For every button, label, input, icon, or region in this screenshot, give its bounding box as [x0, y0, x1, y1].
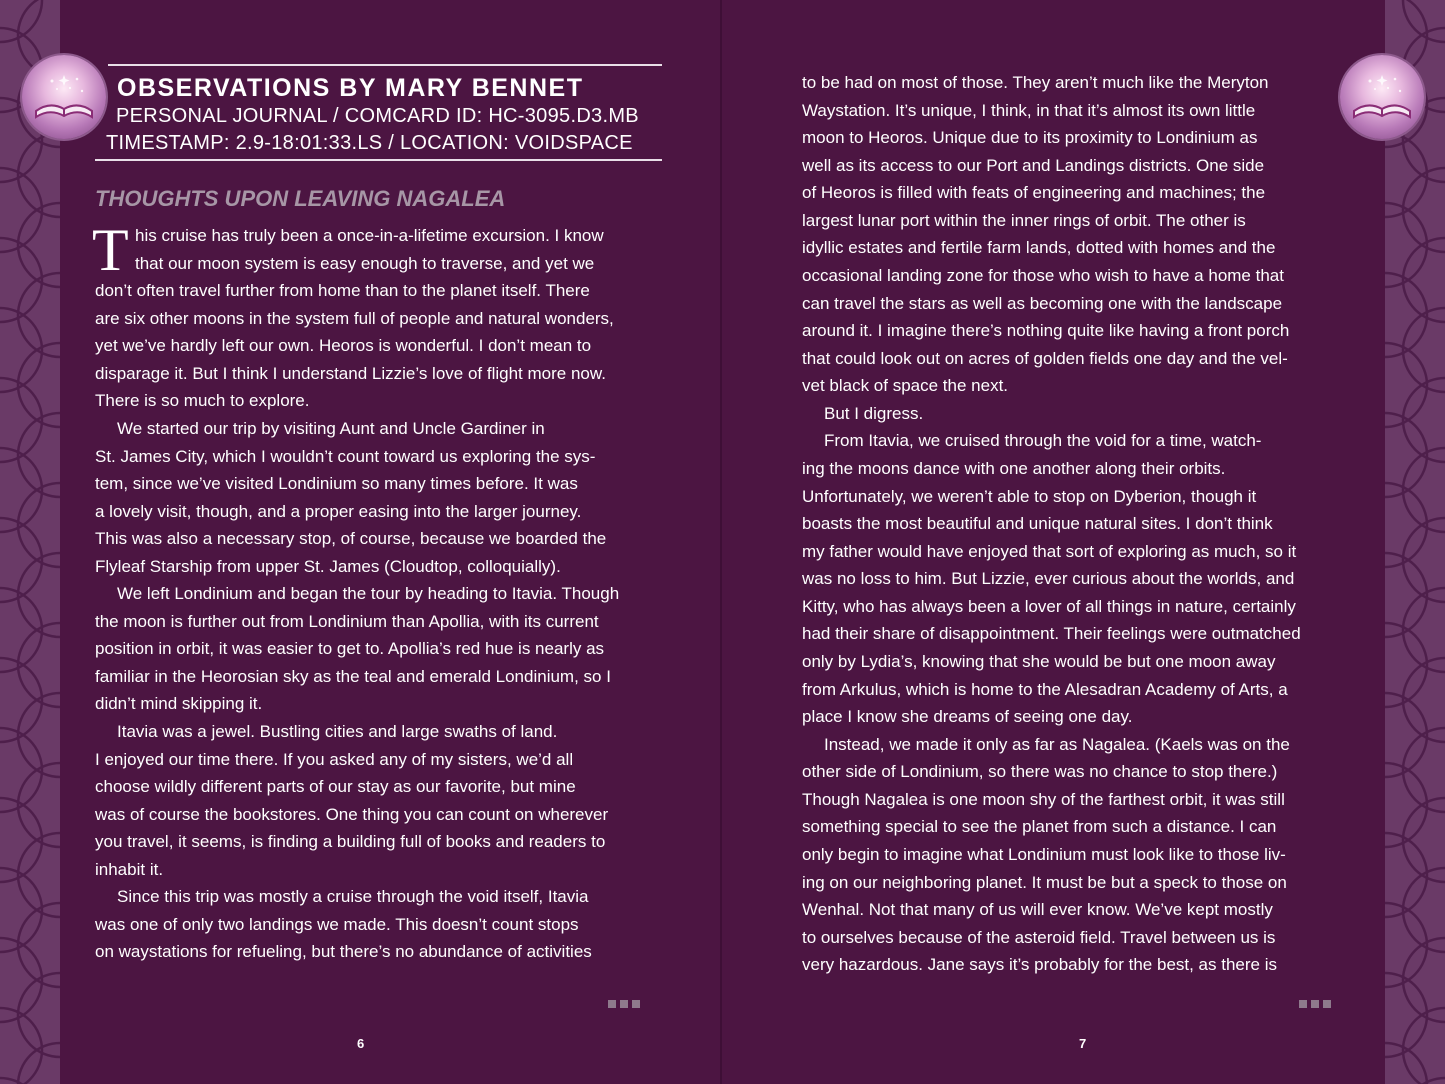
- body-line: Since this trip was mostly a cruise through the void itself, Itavia: [117, 887, 589, 906]
- section-heading: THOUGHTS UPON LEAVING NAGALEA: [95, 186, 506, 211]
- body-line: had their share of disappointment. Their feelings were outmatched: [802, 624, 1301, 643]
- body-line: There is so much to explore.: [95, 391, 310, 410]
- page-number: 7: [1079, 1036, 1087, 1051]
- body-line: my father would have enjoyed that sort of exploring as much, so it: [802, 542, 1297, 561]
- body-line: that could look out on acres of golden fields one day and the vel-: [802, 349, 1288, 368]
- body-line: inhabit it.: [95, 860, 164, 879]
- body-line: Kitty, who has always been a lover of all things in nature, certainly: [802, 597, 1296, 616]
- body-line: you travel, it seems, is finding a building full of books and readers to: [95, 832, 606, 851]
- continued-marker: [1299, 1000, 1331, 1008]
- body-line: are six other moons in the system full of people and natural wonders,: [95, 309, 614, 328]
- body-line: can travel the stars as well as becoming one with the landscape: [802, 294, 1283, 313]
- body-line: other side of Londinium, so there was no chance to stop there.): [802, 762, 1278, 781]
- body-line: from Arkulus, which is home to the Alesadran Academy of Arts, a: [802, 680, 1288, 699]
- body-line: disparage it. But I think I understand Lizzie’s love of flight more now.: [95, 364, 606, 383]
- body-line: position in orbit, it was easier to get to. Apollia’s red hue is nearly as: [95, 639, 605, 658]
- body-line: Waystation. It’s unique, I think, in that it’s almost its own little: [802, 101, 1256, 120]
- body-line: on waystations for refueling, but there’s no abundance of activities: [95, 942, 592, 961]
- body-line: only by Lydia’s, knowing that she would be but one moon away: [802, 652, 1276, 671]
- body-line: very hazardous. Jane says it’s probably for the best, as there is: [802, 955, 1277, 974]
- body-line: tem, since we’ve visited Londinium so many times before. It was: [95, 474, 578, 493]
- header-top-rule: [108, 64, 662, 66]
- body-line: largest lunar port within the inner rings of orbit. The other is: [802, 211, 1246, 230]
- body-line: that our moon system is easy enough to traverse, and yet we: [135, 254, 595, 273]
- body-line: something special to see the planet from such a distance. I can: [802, 817, 1277, 836]
- continued-marker: [608, 1000, 640, 1008]
- body-line: ing the moons dance with one another along their orbits.: [802, 459, 1226, 478]
- body-line: From Itavia, we cruised through the void for a time, watch-: [824, 431, 1262, 450]
- body-line: Instead, we made it only as far as Nagalea. (Kaels was on the: [824, 735, 1290, 754]
- body-line: the moon is further out from Londinium than Apollia, with its current: [95, 612, 599, 631]
- body-line: don’t often travel further from home than to the planet itself. There: [95, 281, 590, 300]
- body-line: We started our trip by visiting Aunt and Uncle Gardiner in: [117, 419, 545, 438]
- journal-title: OBSERVATIONS BY MARY BENNET: [117, 74, 584, 102]
- body-line: This was also a necessary stop, of course, because we boarded the: [95, 529, 607, 548]
- body-line: But I digress.: [824, 404, 924, 423]
- body-line: place I know she dreams of seeing one day.: [802, 707, 1133, 726]
- journal-id-line: PERSONAL JOURNAL / COMCARD ID: HC-3095.D3.MB: [116, 105, 639, 127]
- body-line: boasts the most beautiful and unique natural sites. I don’t think: [802, 514, 1273, 533]
- body-line: his cruise has truly been a once-in-a-lifetime excursion. I know: [135, 226, 604, 245]
- page-number: 6: [357, 1036, 365, 1051]
- body-line: Unfortunately, we weren’t able to stop on Dyberion, though it: [802, 487, 1257, 506]
- body-line: Though Nagalea is one moon shy of the farthest orbit, it was still: [802, 790, 1285, 809]
- body-line: Wenhal. Not that many of us will ever know. We’ve kept mostly: [802, 900, 1273, 919]
- body-line: well as its access to our Port and Landings districts. One side: [802, 156, 1265, 175]
- body-line: idyllic estates and fertile farm lands, dotted with homes and the: [802, 238, 1276, 257]
- open-book-sparkle-icon: [22, 55, 106, 139]
- body-line: didn’t mind skipping it.: [95, 694, 263, 713]
- body-line: was one of only two landings we made. This doesn’t count stops: [95, 915, 579, 934]
- drop-cap: T: [92, 217, 129, 283]
- body-line: choose wildly different parts of our stay as our favorite, but mine: [95, 777, 576, 796]
- body-line: vet black of space the next.: [802, 376, 1009, 395]
- body-line: familiar in the Heorosian sky as the teal and emerald Londinium, so I: [95, 667, 611, 686]
- right-margin-pattern: [1385, 0, 1445, 1084]
- body-line: moon to Heoros. Unique due to its proximity to Londinium as: [802, 128, 1258, 147]
- header-bottom-rule: [95, 159, 662, 161]
- body-line: of Heoros is filled with feats of engineering and machines; the: [802, 183, 1266, 202]
- open-book-sparkle-icon: [1340, 55, 1424, 139]
- body-line: Flyleaf Starship from upper St. James (Cloudtop, colloquially).: [95, 557, 561, 576]
- body-line: occasional landing zone for those who wish to have a home that: [802, 266, 1284, 285]
- body-line: St. James City, which I wouldn’t count toward us exploring the sys-: [95, 447, 596, 466]
- body-line: a lovely visit, though, and a proper easing into the larger journey.: [95, 502, 582, 521]
- journal-timestamp-line: TIMESTAMP: 2.9-18:01:33.LS / LOCATION: VOIDSPACE: [106, 132, 633, 154]
- body-line: was of course the bookstores. One thing you can count on wherever: [95, 805, 609, 824]
- page-gutter: [720, 0, 722, 1084]
- body-line: only begin to imagine what Londinium must look like to those liv-: [802, 845, 1286, 864]
- body-line: ing on our neighboring planet. It must be but a speck to those on: [802, 873, 1287, 892]
- body-line: We left Londinium and began the tour by heading to Itavia. Though: [117, 584, 620, 603]
- body-line: around it. I imagine there’s nothing quite like having a front porch: [802, 321, 1290, 340]
- left-margin-pattern: [0, 0, 60, 1084]
- body-line: to be had on most of those. They aren’t much like the Meryton: [802, 73, 1269, 92]
- body-line: yet we’ve hardly left our own. Heoros is wonderful. I don’t mean to: [95, 336, 592, 355]
- body-line: was no loss to him. But Lizzie, ever curious about the worlds, and: [802, 569, 1295, 588]
- body-line: to ourselves because of the asteroid field. Travel between us is: [802, 928, 1276, 947]
- body-line: I enjoyed our time there. If you asked any of my sisters, we’d all: [95, 750, 574, 769]
- body-line: Itavia was a jewel. Bustling cities and large swaths of land.: [117, 722, 558, 741]
